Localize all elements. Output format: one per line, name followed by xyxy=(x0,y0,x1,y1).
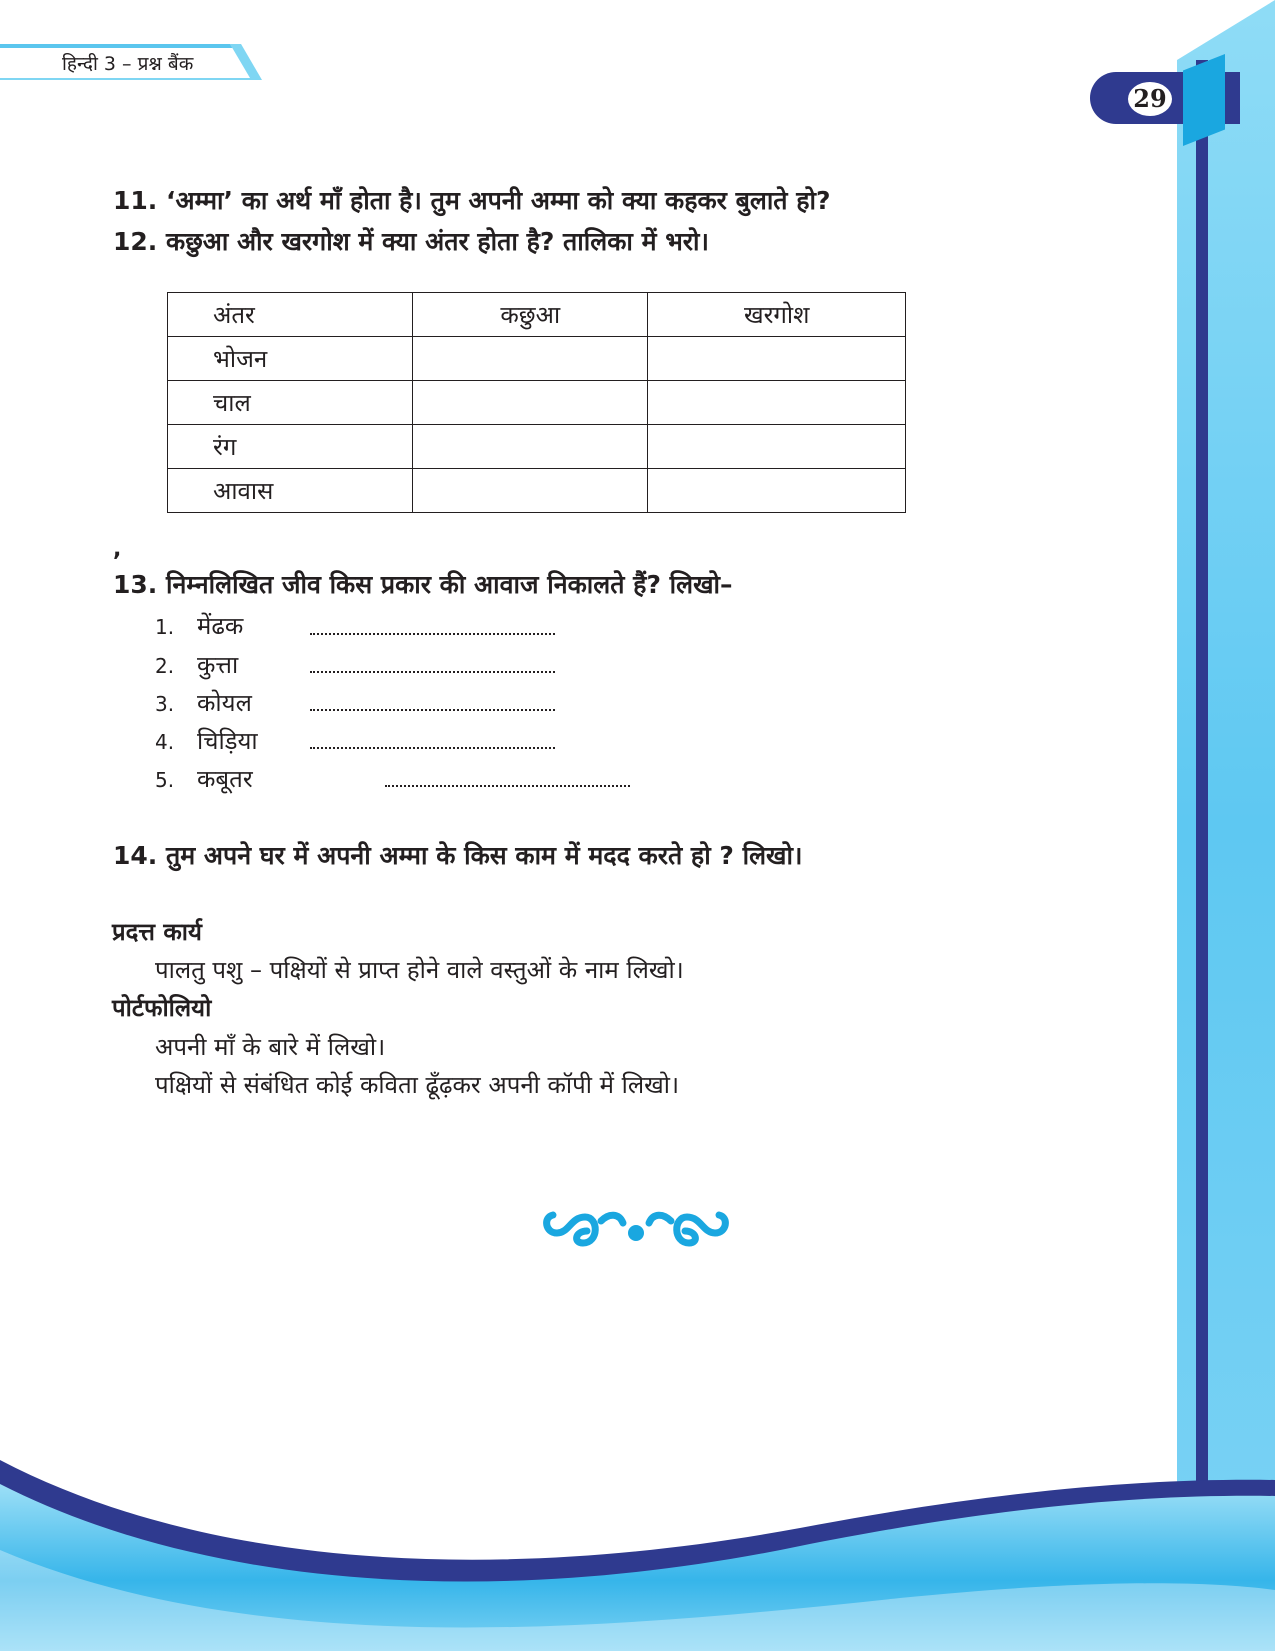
item-number: 2. xyxy=(155,654,175,678)
answer-cell[interactable] xyxy=(413,337,648,381)
row-label: आवास xyxy=(168,469,413,513)
book-title: हिन्दी 3 – प्रश्न बैंक xyxy=(62,53,194,75)
table-row xyxy=(168,425,906,469)
end-of-chapter-ornament-icon xyxy=(541,1203,731,1251)
portfolio-heading: पोर्टफोलियो xyxy=(112,994,212,1022)
item-number: 1. xyxy=(155,615,175,639)
assignment-heading: प्रदत्त कार्य xyxy=(112,918,202,946)
answer-cell[interactable] xyxy=(413,469,648,513)
answer-cell[interactable] xyxy=(413,381,648,425)
table-row xyxy=(168,469,906,513)
item-number: 4. xyxy=(155,730,175,754)
answer-cell[interactable] xyxy=(648,425,906,469)
answer-line[interactable] xyxy=(310,709,555,711)
answer-cell[interactable] xyxy=(648,381,906,425)
question-12: 12. कछुआ और खरगोश में क्या अंतर होता है? तालिका में भरो। xyxy=(113,227,709,256)
portfolio-line: अपनी माँ के बारे में लिखो। xyxy=(155,1033,386,1061)
list-item xyxy=(155,724,258,762)
table-header-cell: खरगोश xyxy=(648,293,906,337)
row-label: चाल xyxy=(168,381,413,425)
answer-line[interactable] xyxy=(310,633,555,635)
question-14: 14. तुम अपने घर में अपनी अम्मा के किस काम में मदद करते हो ? लिखो। xyxy=(113,841,803,870)
item-word: कुत्ता xyxy=(197,651,239,679)
stray-comma: , xyxy=(113,537,122,562)
page-number: 29 xyxy=(1128,82,1172,116)
item-word: कोयल xyxy=(197,689,252,717)
item-number: 3. xyxy=(155,692,175,716)
question-11: 11. ‘अम्मा’ का अर्थ माँ होता है। तुम अपनी अम्मा को क्या कहकर बुलाते हो? xyxy=(113,186,831,215)
comparison-table xyxy=(167,292,906,513)
table-row xyxy=(168,337,906,381)
answer-cell[interactable] xyxy=(648,469,906,513)
table-header-cell: कछुआ xyxy=(413,293,648,337)
portfolio-line: पक्षियों से संबंधित कोई कविता ढूँढ़कर अपनी कॉपी में लिखो। xyxy=(155,1071,680,1099)
list-item xyxy=(155,609,243,647)
answer-line[interactable] xyxy=(385,785,630,787)
item-word: कबूतर xyxy=(197,765,253,793)
row-label: भोजन xyxy=(168,337,413,381)
right-border-decoration xyxy=(1177,0,1275,1651)
table-row xyxy=(168,381,906,425)
right-dark-stripe xyxy=(1196,60,1208,1500)
answer-cell[interactable] xyxy=(648,337,906,381)
list-item xyxy=(155,762,253,800)
item-word: मेंढक xyxy=(197,612,244,640)
table-header-row xyxy=(168,293,906,337)
list-item xyxy=(155,686,252,724)
table-header-cell: अंतर xyxy=(168,293,413,337)
assignment-text: पालतु पशु – पक्षियों से प्राप्त होने वाले वस्तुओं के नाम लिखो। xyxy=(155,956,684,984)
answer-line[interactable] xyxy=(310,747,555,749)
row-label: रंग xyxy=(168,425,413,469)
item-number: 5. xyxy=(155,768,175,792)
bottom-wave-decoration xyxy=(0,1430,1275,1651)
answer-line[interactable] xyxy=(310,671,555,673)
item-word: चिड़िया xyxy=(197,727,258,755)
list-item xyxy=(155,648,238,686)
answer-cell[interactable] xyxy=(413,425,648,469)
question-13: 13. निम्नलिखित जीव किस प्रकार की आवाज निकालते हैं? लिखो– xyxy=(113,570,733,599)
